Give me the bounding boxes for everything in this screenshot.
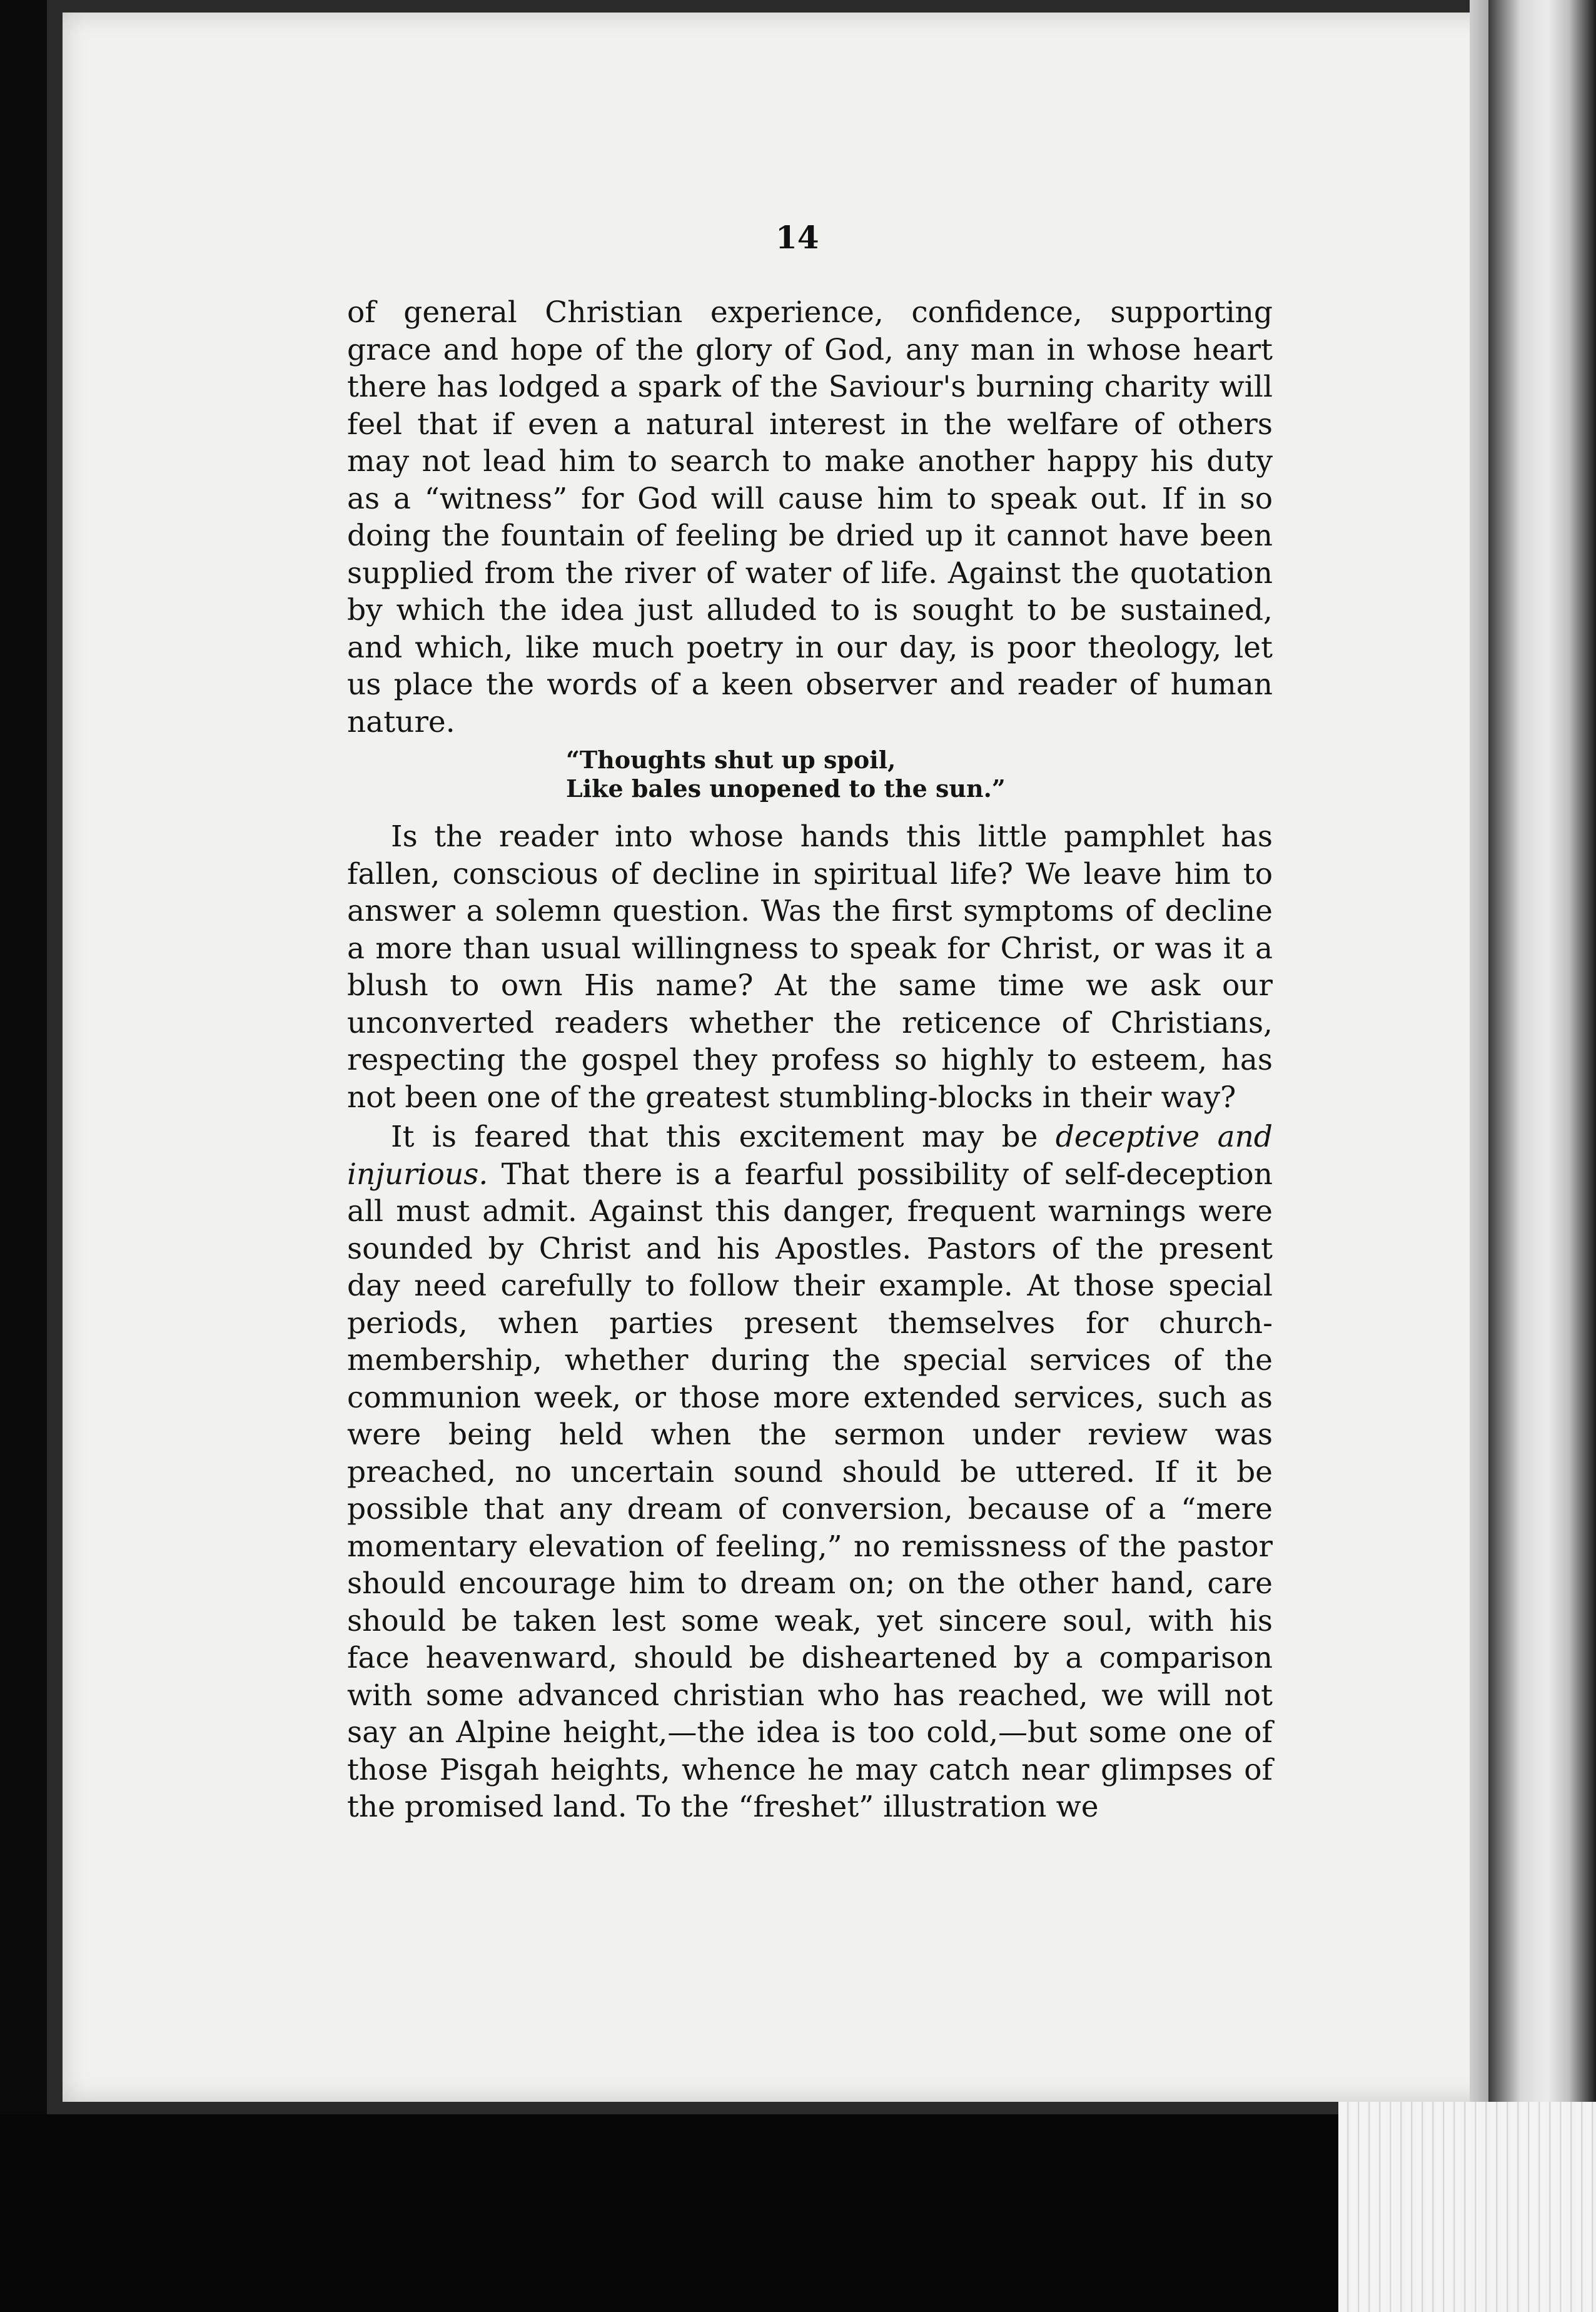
quote-line-2: Like bales unopened to the sun.”: [566, 774, 1006, 803]
paragraph-3-emphasis: deceptive and injurious.: [347, 1120, 1273, 1192]
quote-line-1: “Thoughts shut up spoil,: [566, 746, 896, 774]
paragraph-1: of general Christian experience, confidence, supporting grace and hope of the glory of God, any man in whose heart there has lodged a spark of the Saviour's burning charity will feel that if even a natural interest in the welfare of others may not lead him to search to make another happy his duty as a “witness” for God will cause him to speak out. If in so doing the fountain of feeling be dried up it cannot have been supplied from the river of water of life. Against the quotation by which the idea just alluded to is sought to be sustained, and which, like much poetry in our day, is poor theology, let us place the words of a keen observer and reader of human nature.: [347, 295, 1273, 739]
poetry-quote: [347, 746, 1273, 803]
adjacent-page-corner: [1338, 2102, 1596, 2312]
paragraph-2: Is the reader into whose hands this little pamphlet has fallen, conscious of decline in spiritual life? We leave him to answer a solemn question. Was the first symptoms of decline a more than usual willingness to speak for Christ, or was it a blush to own His name? At the same time we ask our unconverted readers whether the reticence of Christians, respecting the gospel they profess so highly to esteem, has not been one of the greatest stumbling-blocks in their way?: [347, 819, 1273, 1115]
scan-bottom-background: [0, 2114, 1338, 2312]
body-text: [347, 294, 1273, 1826]
paragraph-3: [347, 1118, 1273, 1826]
scan-left-edge: [0, 0, 50, 2312]
page-number: 14: [775, 219, 819, 256]
adjacent-page-edge: [1488, 0, 1596, 2312]
paragraph-3-rest: That there is a fearful possibility of self-deception all must admit. Against this danger, frequent warnings were sounded by Christ and his Apostles. Pastors of the present day need carefully to follow their example. At those special periods, when parties present themselves for church-membership, whether during the special services of the communion week, or those more extended services, such as were being held when the sermon under review was preached, no uncertain sound should be uttered. If it be possible that any dream of conversion, because of a “mere momentary elevation of feeling,” no remissness of the pastor should encourage him to dream on; on the other hand, care should be taken lest some weak, yet sincere soul, with his face heavenward, should be disheartened by a comparison with some advanced christian who has reached, we will not say an Alpine height,—the idea is too cold,—but some one of those Pisgah heights, whence he may catch near glimpses of the promised land. To the “freshet” illustration we: [347, 1157, 1273, 1824]
paragraph-3-lead: It is feared that this excitement may be: [391, 1120, 1056, 1154]
